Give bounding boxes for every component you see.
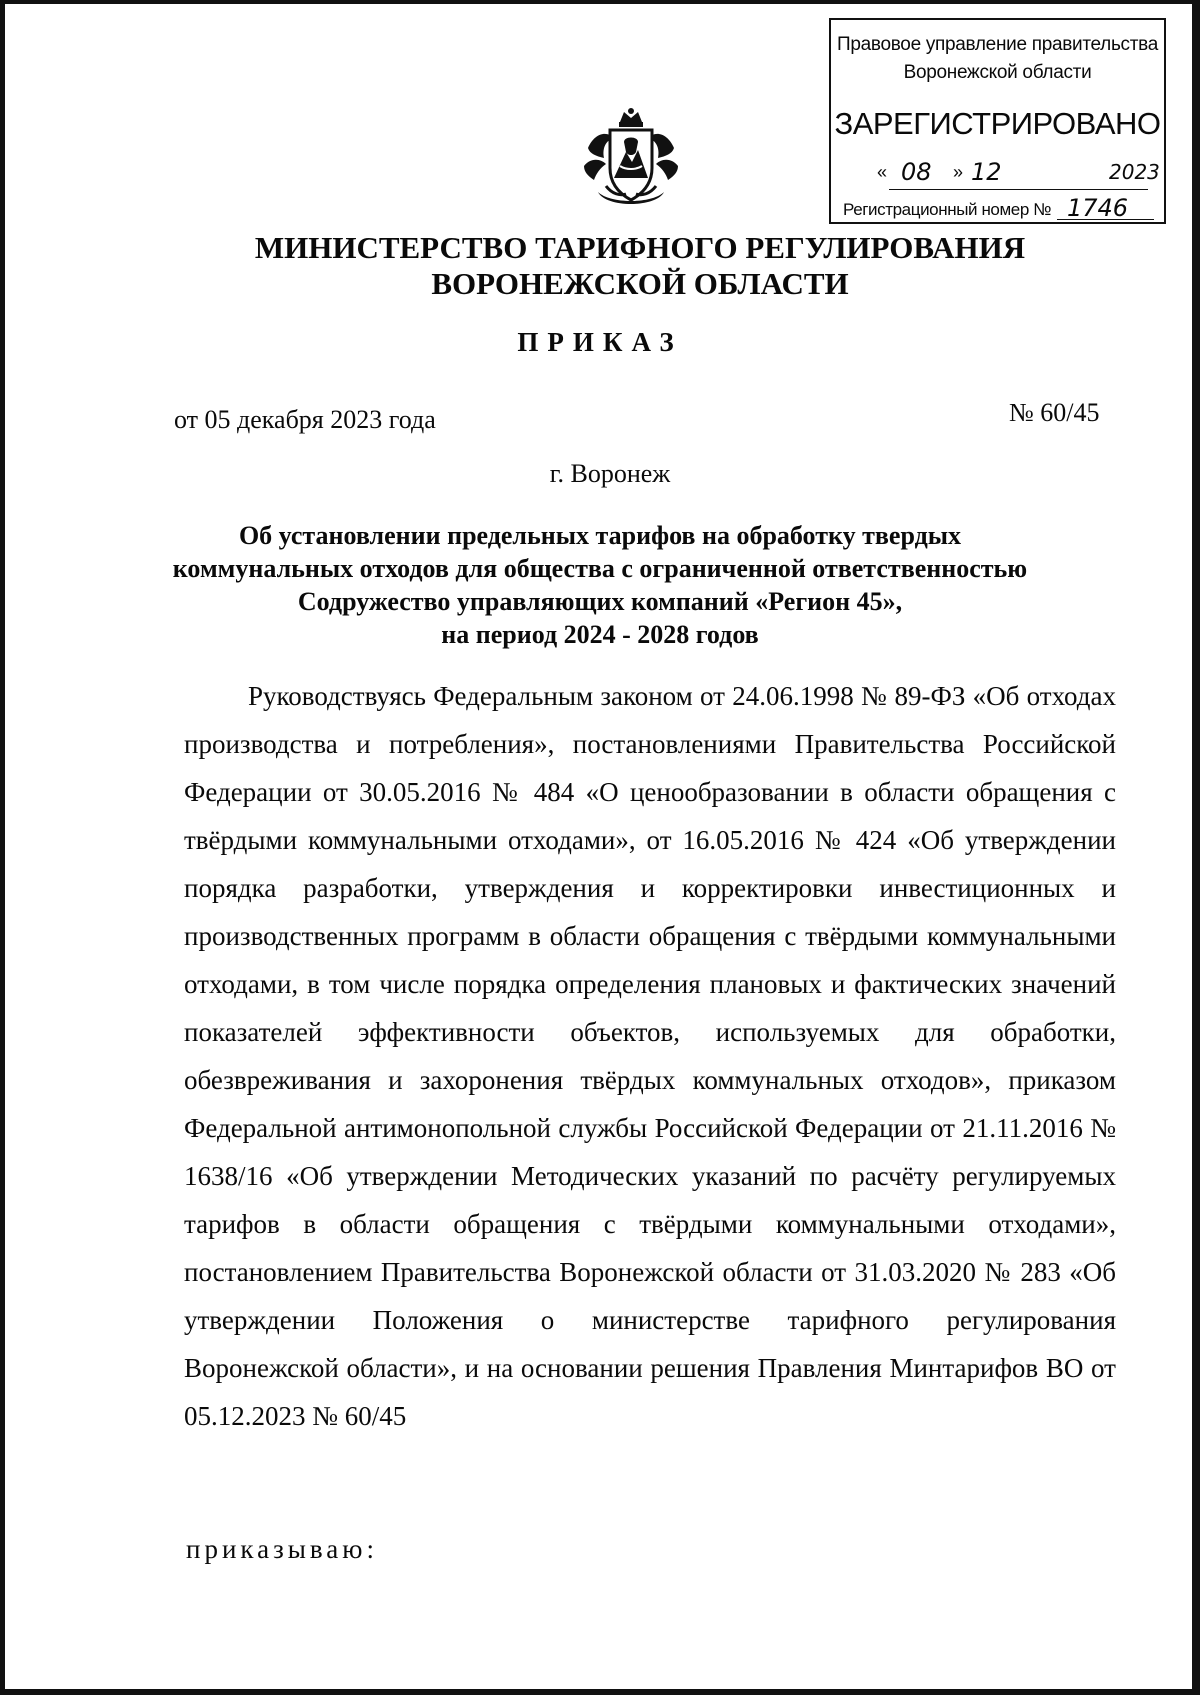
stamp-handwritten-month: 12 [971, 158, 1002, 186]
stamp-regnum-label: Регистрационный номер № [843, 200, 1052, 219]
order-subject [0, 519, 1200, 651]
ministry-name-line1: МИНИСТЕРСТВО ТАРИФНОГО РЕГУЛИРОВАНИЯ [254, 230, 1026, 265]
subject-line1: Об установлении предельных тарифов на обработку твердых [238, 521, 962, 550]
subject-line4: на период 2024 - 2028 годов [441, 620, 759, 649]
stamp-regnum-underline [1057, 219, 1154, 220]
stamp-department-line2: Воронежской области [903, 62, 1092, 83]
stamp-quote-close: » [953, 162, 964, 182]
stamp-handwritten-day: 08 [901, 158, 932, 186]
subject-line3: Содружество управляющих компаний «Регион 45», [297, 587, 903, 616]
order-number: № 60/45 [1009, 398, 1100, 427]
ministry-name-line2: ВОРОНЕЖСКОЙ ОБЛАСТИ [431, 266, 849, 301]
stamp-year: 2023 [1109, 160, 1160, 184]
scan-border-top [0, 0, 1200, 4]
document-type-title: ПРИКАЗ [517, 327, 683, 357]
order-verb: приказываю: [186, 1534, 378, 1564]
scan-border-left [0, 0, 5, 1695]
stamp-date-row [861, 158, 1160, 194]
subject-line2: коммунальных отходов для общества с ограниченной ответственностью [172, 554, 1028, 583]
order-date: от 05 декабря 2023 года [174, 405, 436, 434]
preamble-paragraph: Руководствуясь Федеральным законом от 24.06.1998 № 89-ФЗ «Об отходах производства и потребления», постановлениями Правительства Российской Федерации от 30.05.2016 № 484 «О ценообразовании в области обращения с твёрдыми коммунальными отходами», от 16.05.2016 № 424 «Об утверждении порядка разработки, утверждения и корректировки инвестиционных и производственных программ в области обращения с твёрдыми коммунальными отходами, в том числе порядка определения плановых и фактических значений показателей эффективности объектов, используемых для обработки, обезвреживания и захоронения твёрдых коммунальных отходов», приказом Федеральной антимонопольной службы Российской Федерации от 21.11.2016 № 1638/16 «Об утверждении Методических указаний по расчёту регулируемых тарифов в области обращения с твёрдыми коммунальными отходами», постановлением Правительства Воронежской области от 31.03.2020 № 283 «Об утверждении Положения о министерстве тарифного регулирования Воронежской области», и на основании решения Правления Минтарифов ВО от 05.12.2023 № 60/45 [184, 681, 1116, 1431]
stamp-quote-open: « [877, 162, 888, 182]
registration-stamp [829, 18, 1166, 224]
city-name: г. Воронеж [549, 459, 671, 488]
voronezh-coat-of-arms-icon [580, 108, 682, 212]
stamp-registered-label: ЗАРЕГИСТРИРОВАНО [834, 106, 1161, 141]
stamp-date-underline [889, 189, 1148, 190]
scan-border-bottom [0, 1689, 1200, 1695]
ministry-name [40, 230, 1200, 302]
stamp-department-line1: Правовое управление правительства [836, 34, 1158, 55]
stamp-regnum-value: 1746 [1067, 194, 1129, 222]
stamp-regnum-row [843, 194, 1156, 222]
